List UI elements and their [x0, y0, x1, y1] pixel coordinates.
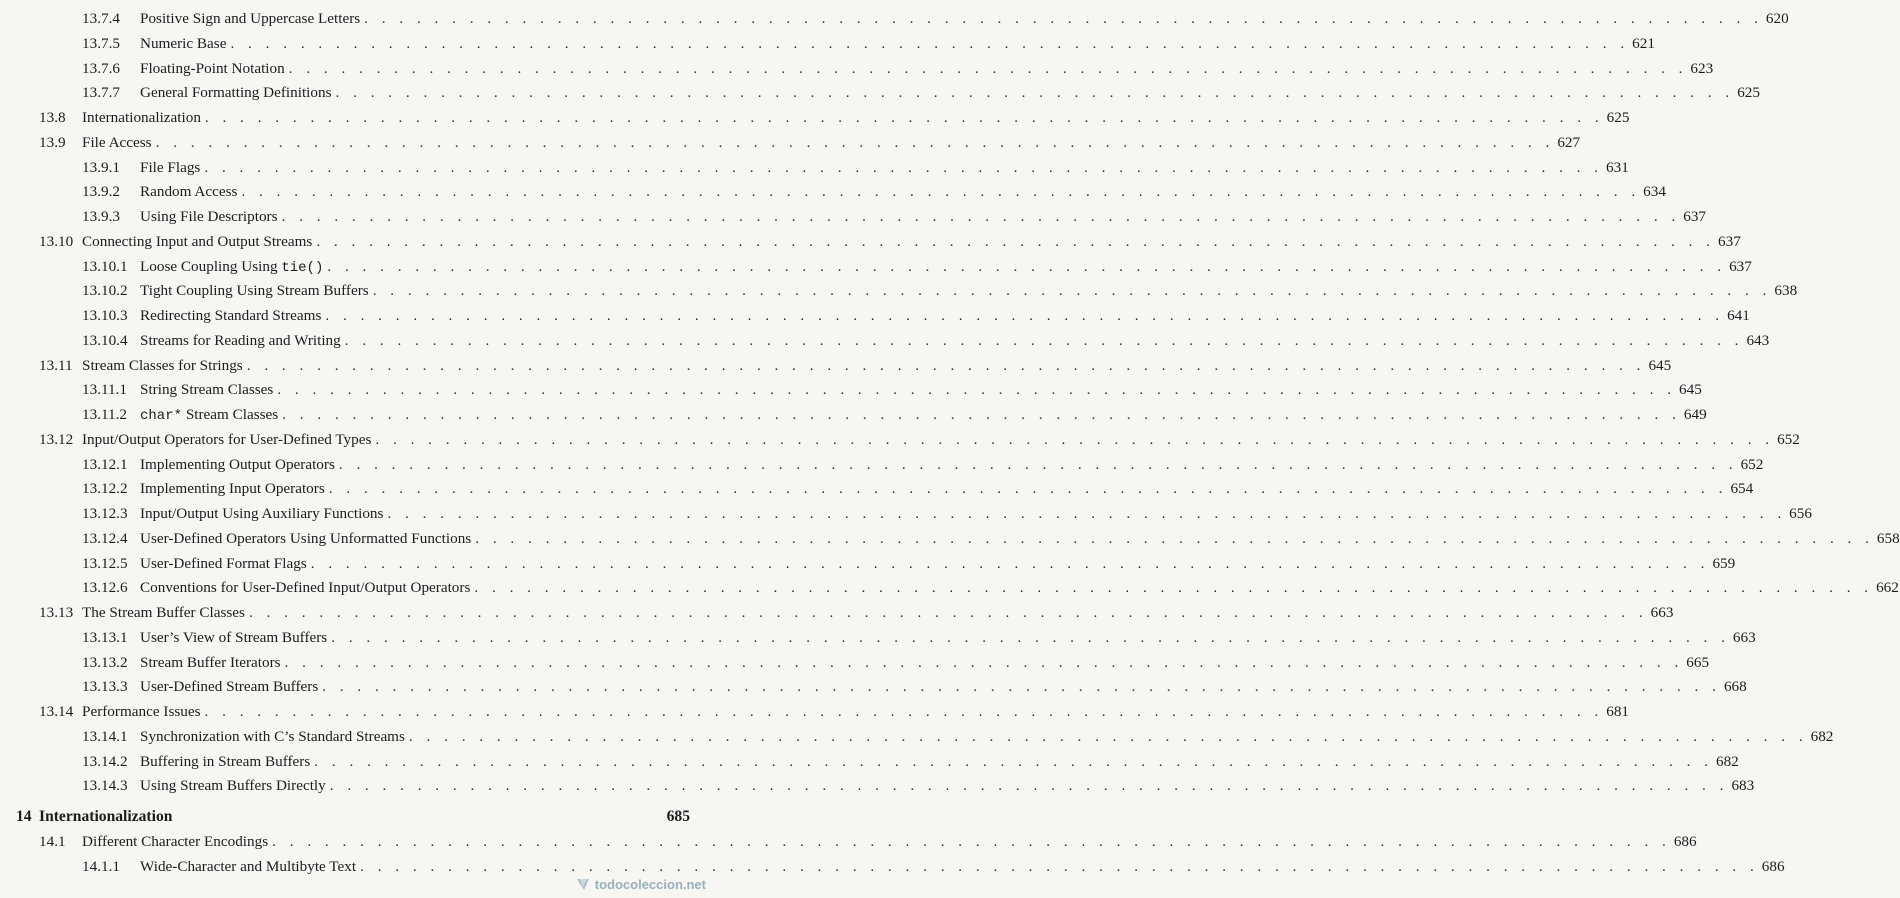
- toc-entry: [82, 33, 1655, 55]
- toc-entry-title: [82, 602, 245, 624]
- dot-leader: . . . . . . . . . . . . . . . . . . . . . . . . . . . . . . . . . . . . . . . . . . . . . . . . . . . . . . . . . . . . . . . . . . . . . . . . . . . . . . . .: [284, 653, 1684, 671]
- toc-entry-title-text: Tight Coupling Using Stream Buffers: [140, 282, 369, 300]
- toc-entry: [39, 429, 1800, 451]
- toc-entry-title-text: Wide-Character and Multibyte Text: [140, 857, 357, 875]
- toc-entry-number: 13.9: [39, 133, 66, 151]
- toc-entry-page: 631: [1606, 158, 1629, 176]
- toc-entry: [39, 231, 1741, 253]
- toc-entry-page: 656: [1789, 505, 1812, 522]
- toc-entry-title-text: Floating-Point Notation: [140, 59, 285, 77]
- toc-entry-title-text: Stream Classes: [182, 406, 279, 423]
- toc-entry: [82, 82, 1760, 104]
- toc-entry-title: [140, 82, 332, 104]
- toc-entry-page: 620: [1765, 10, 1789, 27]
- toc-entry-title-text: Positive Sign and Uppercase Letters: [140, 10, 361, 27]
- toc-entry-title: [140, 404, 278, 427]
- toc-entry: [82, 330, 1770, 352]
- toc-entry-page: 681: [1606, 703, 1629, 720]
- toc-entry-title: [140, 856, 356, 878]
- dot-leader: . . . . . . . . . . . . . . . . . . . . . . . . . . . . . . . . . . . . . . . . . . . . . . . . . . . . . . . . . . . . . . . . . . . . . . . . . . . . . . . .: [241, 183, 1641, 201]
- toc-entry: [82, 206, 1707, 228]
- todocoleccion-logo-icon: [575, 876, 591, 892]
- toc-entry-number: 13.10: [39, 232, 74, 250]
- toc-entry: [82, 478, 1754, 500]
- toc-entry: [82, 856, 1785, 878]
- dot-leader: . . . . . . . . . . . . . . . . . . . . . . . . . . . . . . . . . . . . . . . . . . . . . . . . . . . . . . . . . . . . . . . . . . . . . . . . . . . . . . . .: [475, 529, 1874, 547]
- toc-entry: [82, 503, 1812, 525]
- toc-entry: [82, 58, 1714, 80]
- dot-leader: . . . . . . . . . . . . . . . . . . . . . . . . . . . . . . . . . . . . . . . . . . . . . . . . . . . . . . . . . . . . . . . . . . . . . . . . . . . . . . . .: [375, 430, 1775, 448]
- toc-entry-page: 627: [1557, 133, 1581, 151]
- dot-leader: . . . . . . . . . . . . . . . . . . . . . . . . . . . . . . . . . . . . . . . . . . . . . . . . . . . . . . . . . . . . . . . . . . . . . . . . . . . . . . . .: [344, 331, 1744, 349]
- toc-entry-number: 13.10.4: [82, 331, 128, 349]
- dot-leader: . . . . . . . . . . . . . . . . . . . . . . . . . . . . . . . . . . . . . . . . . . . . . . . . . . . . . . . . . . . . . . . . . . . . . . . . . . . . . . . .: [335, 84, 1735, 102]
- toc-entry: [82, 181, 1666, 203]
- toc-entry-title: [140, 280, 369, 302]
- watermark-text: todocoleccion.net: [594, 876, 706, 892]
- toc-entry-page: 637: [1683, 208, 1707, 225]
- dot-leader: . . . . . . . . . . . . . . . . . . . . . . . . . . . . . . . . . . . . . . . . . . . . . . . . . . . . . . . . . . . . . . . . . . . . . . . . . . . . . . . .: [372, 282, 1772, 300]
- toc-entry: [82, 305, 1750, 327]
- toc-entry-title-text: Stream Buffer Iterators: [140, 653, 281, 671]
- toc-entry-title: [140, 726, 405, 748]
- toc-entry-number: 13.7.6: [82, 59, 120, 77]
- toc-entry-title-text: Conventions for User-Defined Input/Output Operators: [140, 579, 471, 597]
- toc-entry-title-text: User’s View of Stream Buffers: [140, 628, 328, 646]
- toc-entry-number: 14.1: [39, 832, 66, 850]
- toc-entry-title-text: Streams for Reading and Writing: [140, 331, 341, 349]
- toc-entry-title-text: File Flags: [140, 158, 201, 176]
- toc-entry: [39, 132, 1581, 154]
- toc-entry-number: 13.8: [39, 109, 66, 126]
- toc-entry-title-text: Numeric Base: [140, 34, 227, 52]
- toc-entry: [82, 652, 1710, 674]
- toc-entry-title: [140, 206, 278, 228]
- toc-entry-title-text: Different Character Encodings: [82, 832, 269, 850]
- toc-entry-page: 649: [1683, 406, 1707, 423]
- toc-entry-number: 13.13.2: [82, 653, 128, 671]
- toc-entry-page: 663: [1732, 628, 1756, 646]
- toc-entry-title: [140, 652, 281, 674]
- toc-entry-page: 682: [1810, 727, 1834, 745]
- toc-entry-title: [140, 305, 321, 327]
- toc-entry-page: 643: [1746, 331, 1770, 349]
- toc-entry-number: 13.7.7: [82, 84, 120, 102]
- toc-entry-code: tie(): [281, 259, 324, 276]
- toc-entry-title-text: String Stream Classes: [140, 381, 274, 399]
- toc-entry-title-text: Performance Issues: [82, 703, 201, 720]
- toc-entry-number: 13.13.1: [82, 628, 128, 646]
- toc-entry-number: 13.7.4: [82, 10, 120, 27]
- dot-leader: . . . . . . . . . . . . . . . . . . . . . . . . . . . . . . . . . . . . . . . . . . . . . . . . . . . . . . . . . . . . . . . . . . . . . . . . . . . . . . . .: [327, 257, 1727, 275]
- dot-leader: . . . . . . . . . . . . . . . . . . . . . . . . . . . . . . . . . . . . . . . . . . . . . . . . . . . . . . . . . . . . . . . . . . . . . . . . . . . . . . . .: [360, 857, 1759, 875]
- toc-entry-title-text: The Stream Buffer Classes: [82, 604, 245, 621]
- watermark: [575, 876, 706, 892]
- toc-entry-title-text: Random Access: [140, 183, 238, 201]
- toc-entry-title: [140, 454, 335, 476]
- toc-entry-title: [140, 528, 471, 550]
- toc-entry: [82, 553, 1736, 575]
- toc-entry-title: [140, 33, 226, 55]
- toc-entry-title: [140, 775, 326, 797]
- toc-entry-title: [82, 231, 312, 253]
- toc-entry-title: [140, 676, 318, 698]
- toc-entry-page: 621: [1632, 34, 1655, 52]
- toc-entry-number: 13.9.3: [82, 208, 120, 225]
- toc-entry-title-text: Internationalization: [39, 808, 173, 825]
- toc-entry: [39, 602, 1674, 624]
- toc-entry-page: 658: [1876, 529, 1900, 547]
- dot-leader: . . . . . . . . . . . . . . . . . . . . . . . . . . . . . . . . . . . . . . . . . . . . . . . . . . . . . . . . . . . . . . . . . . . . . . . . . . . . . . . .: [387, 505, 1787, 522]
- toc-entry-title-text: Synchronization with C’s Standard Streams: [140, 727, 405, 745]
- dot-leader: . . . . . . . . . . . . . . . . . . . . . . . . . . . . . . . . . . . . . . . . . . . . . . . . . . . . . . . . . . . . . . . . . . . . . . . . . . . . . . . .: [155, 133, 1555, 151]
- toc-entry-number: 13.14.2: [82, 752, 128, 770]
- toc-entry: [82, 627, 1756, 649]
- toc-entry-page: 685: [666, 808, 690, 825]
- dot-leader: . . . . . . . . . . . . . . . . . . . . . . . . . . . . . . . . . . . . . . . . . . . . . . . . . . . . . . . . . . . . . . . . . . . . . . . . . . . . . . . .: [277, 381, 1677, 399]
- toc-entry-number: 13.10.3: [82, 307, 128, 324]
- toc-entry-title-text: User-Defined Format Flags: [140, 554, 307, 572]
- toc-entry-number: 13.10.1: [82, 257, 128, 275]
- toc-entry: [82, 726, 1834, 748]
- toc-entry: [39, 107, 1630, 129]
- toc-entry-title-text: User-Defined Stream Buffers: [140, 678, 319, 696]
- toc-entry: [82, 676, 1747, 698]
- dot-leader: . . . . . . . . . . . . . . . . . . . . . . . . . . . . . . . . . . . . . . . . . . . . . . . . . . . . . . . . . . . . . . . . . . . . . . . . . . . . . . . .: [331, 628, 1730, 646]
- toc-entry-page: 625: [1606, 109, 1630, 126]
- dot-leader: . . . . . . . . . . . . . . . . . . . . . . . . . . . . . . . . . . . . . . . . . . . . . . . . . . . . . . . . . . . . . . . . . . . . . . . . . . . . . . . .: [474, 579, 1874, 597]
- toc-entry-title-text: Stream Classes for Strings: [82, 356, 243, 374]
- dot-leader: . . . . . . . . . . . . . . . . . . . . . . . . . . . . . . . . . . . . . . . . . . . . . . . . . . . . . . . . . . . . . . . . . . . . . . . . . . . . . . . .: [408, 727, 1808, 745]
- dot-leader: . . . . . . . . . . . . . . . . . . . . . . . . . . . . . . . . . . . . . . . . . . . . . . . . . . . . . . . . . . . . . . . . . . . . . . . . . . . . . . . .: [364, 10, 1763, 27]
- toc-entry-number: 14: [16, 808, 32, 825]
- toc-entry: [16, 806, 690, 828]
- toc-entry-title-text: Using Stream Buffers Directly: [140, 777, 326, 795]
- toc-entry: [82, 379, 1702, 401]
- toc-entry: [82, 8, 1789, 30]
- toc-entry-title: [82, 831, 268, 853]
- toc-entry-page: 625: [1737, 84, 1760, 102]
- toc-entry: [82, 528, 1900, 550]
- toc-entry-number: 13.11.2: [82, 406, 127, 423]
- toc-entry-title: [82, 355, 243, 377]
- dot-leader: . . . . . . . . . . . . . . . . . . . . . . . . . . . . . . . . . . . . . . . . . . . . . . . . . . . . . . . . . . . . . . . . . . . . . . . . . . . . . . . .: [329, 777, 1729, 795]
- toc-entry-page: 638: [1774, 282, 1798, 300]
- toc-entry-number: 13.12.5: [82, 554, 128, 572]
- toc-entry-title: [140, 577, 470, 599]
- toc-entry-number: 13.12.1: [82, 455, 128, 473]
- dot-leader: . . . . . . . . . . . . . . . . . . . . . . . . . . . . . . . . . . . . . . . . . . . . . . . . . . . . . . . . . . . . . . . . . . . . . . . . . . . . . . . .: [314, 752, 1713, 770]
- toc-entry-number: 13.11: [39, 356, 73, 374]
- toc-entry-title-text: File Access: [82, 133, 152, 151]
- toc-entry-title-text: Input/Output Operators for User-Defined Types: [82, 430, 372, 448]
- toc-entry-title-text: User-Defined Operators Using Unformatted Functions: [140, 529, 472, 547]
- toc-entry-number: 13.12.2: [82, 480, 128, 498]
- toc-entry-number: 13.14.3: [82, 777, 128, 795]
- toc-entry-page: 654: [1730, 480, 1754, 498]
- toc-entry: [39, 355, 1672, 377]
- toc-entry-number: 13.14: [39, 703, 74, 720]
- toc-entry-title: [140, 8, 360, 30]
- toc-entry-number: 13.9.2: [82, 183, 120, 201]
- toc-entry-title: [140, 553, 307, 575]
- toc-entry-page: 641: [1727, 307, 1750, 324]
- toc-entry-title-text: Loose Coupling Using: [140, 257, 282, 275]
- toc-entry-title-text: Implementing Output Operators: [140, 455, 335, 473]
- toc-entry: [82, 280, 1798, 302]
- toc-entry-title-text: Input/Output Using Auxiliary Functions: [140, 505, 384, 522]
- toc-entry-title: [140, 478, 325, 500]
- toc-entry: [39, 701, 1629, 723]
- toc-entry-page: 623: [1690, 59, 1714, 77]
- toc-entry-title: [140, 751, 310, 773]
- toc-entry-title: [140, 330, 341, 352]
- toc-entry-title-text: Implementing Input Operators: [140, 480, 325, 498]
- toc-entry-title-text: Redirecting Standard Streams: [140, 307, 322, 324]
- toc-entry: [82, 404, 1707, 426]
- dot-leader: . . . . . . . . . . . . . . . . . . . . . . . . . . . . . . . . . . . . . . . . . . . . . . . . . . . . . . . . . . . . . . . . . . . . . . . . . . . . . . . .: [204, 158, 1604, 176]
- toc-entry-number: 13.13: [39, 604, 74, 621]
- toc-entry: [82, 256, 1752, 278]
- toc-entry-title: [140, 627, 327, 649]
- dot-leader: . . . . . . . . . . . . . . . . . . . . . . . . . . . . . . . . . . . . . . . . . . . . . . . . . . . . . . . . . . . . . . . . . . . . . . . . . . . . . . . .: [325, 307, 1725, 324]
- toc-entry-title-text: Using File Descriptors: [140, 208, 278, 225]
- dot-leader: . . . . . . . . . . . . . . . . . . . . . . . . . . . . . . . . . . . . . . . . . . . . . . . . . . . . . . . . . . . . . . . . . . . . . . . . . . . . . . . .: [288, 59, 1688, 77]
- toc-entry-number: 13.7.5: [82, 34, 120, 52]
- toc-entry-page: 662: [1876, 579, 1899, 597]
- toc-entry-code: char*: [140, 408, 183, 424]
- toc-entry-title: [140, 157, 200, 179]
- toc-entry-title-text: Connecting Input and Output Streams: [82, 232, 313, 250]
- toc-entry: [82, 577, 1899, 599]
- dot-leader: . . . . . . . . . . . . . . . . . . . . . . . . . . . . . . . . . . . . . . . . . . . . . . . . . . . . . . . . . . . . . . . . . . . . . . . . . . . . . . . .: [310, 554, 1710, 572]
- toc-entry-page: 652: [1740, 455, 1764, 473]
- toc-entry-number: 13.12.3: [82, 505, 128, 522]
- toc-entry-title: [140, 503, 383, 525]
- dot-leader: . . . . . . . . . . . . . . . . . . . . . . . . . . . . . . . . . . . . . . . . . . . . . . . . . . . . . . . . . . . . . . . . . . . . . . . . . . . . . . . .: [246, 356, 1646, 374]
- toc-entry-page: 686: [1673, 832, 1697, 850]
- toc-entry-page: 665: [1686, 653, 1710, 671]
- toc-entry-number: 13.11.1: [82, 381, 127, 399]
- dot-leader: . . . . . . . . . . . . . . . . . . . . . . . . . . . . . . . . . . . . . . . . . . . . . . . . . . . . . . . . . . . . . . . . . . . . . . . . . . . . . . . .: [230, 34, 1630, 52]
- toc-entry-number: 13.12.6: [82, 579, 128, 597]
- toc-entry-page: 663: [1650, 604, 1674, 621]
- dot-leader: . . . . . . . . . . . . . . . . . . . . . . . . . . . . . . . . . . . . . . . . . . . . . . . . . . . . . . . . . . . . . . . . . . . . . . . . . . . . . . . .: [248, 604, 1648, 621]
- dot-leader: . . . . . . . . . . . . . . . . . . . . . . . . . . . . . . . . . . . . . . . . . . . . . . . . . . . . . . . . . . . . . . . . . . . . . . . . . . . . . . . .: [322, 678, 1721, 696]
- toc-entry-page: 659: [1712, 554, 1736, 572]
- toc-entry: [39, 831, 1697, 853]
- toc-entry-number: 13.9.1: [82, 158, 120, 176]
- dot-leader: . . . . . . . . . . . . . . . . . . . . . . . . . . . . . . . . . . . . . . . . . . . . . . . . . . . . . . . . . . . . . . . . . . . . . . . . . . . . . . . .: [204, 703, 1604, 720]
- toc-entry-title-text: Internationalization: [82, 109, 201, 126]
- dot-leader: . . . . . . . . . . . . . . . . . . . . . . . . . . . . . . . . . . . . . . . . . . . . . . . . . . . . . . . . . . . . . . . . . . . . . . . . . . . . . . . .: [272, 832, 1671, 850]
- toc-entry: [82, 775, 1755, 797]
- toc-entry-title-text: General Formatting Definitions: [140, 84, 332, 102]
- toc-entry-page: 686: [1761, 857, 1785, 875]
- toc-entry-page: 637: [1718, 232, 1741, 250]
- toc-entry-title: [140, 256, 323, 279]
- toc-entry: [82, 157, 1629, 179]
- toc-entry: [82, 454, 1764, 476]
- toc-entry-page: 668: [1723, 678, 1747, 696]
- toc-entry-page: 652: [1777, 430, 1800, 448]
- toc-entry-number: 13.14.1: [82, 727, 128, 745]
- dot-leader: . . . . . . . . . . . . . . . . . . . . . . . . . . . . . . . . . . . . . . . . . . . . . . . . . . . . . . . . . . . . . . . . . . . . . . . . . . . . . . . .: [281, 208, 1681, 225]
- toc-entry-title: [82, 701, 201, 723]
- toc-entry-title: [140, 181, 237, 203]
- dot-leader: . . . . . . . . . . . . . . . . . . . . . . . . . . . . . . . . . . . . . . . . . . . . . . . . . . . . . . . . . . . . . . . . . . . . . . . . . . . . . . . .: [204, 109, 1604, 126]
- toc-entry-page: 683: [1731, 777, 1755, 795]
- toc-entry-number: 13.10.2: [82, 282, 128, 300]
- dot-leader: . . . . . . . . . . . . . . . . . . . . . . . . . . . . . . . . . . . . . . . . . . . . . . . . . . . . . . . . . . . . . . . . . . . . . . . . . . . . . . . .: [338, 455, 1738, 473]
- toc-entry: [82, 751, 1739, 773]
- toc-entry-page: 645: [1648, 356, 1672, 374]
- toc-entry-title: [82, 107, 201, 129]
- toc-entry-number: 13.13.3: [82, 678, 128, 696]
- toc-entry-title: [39, 806, 172, 828]
- toc-entry-number: 13.12: [39, 430, 74, 448]
- dot-leader: . . . . . . . . . . . . . . . . . . . . . . . . . . . . . . . . . . . . . . . . . . . . . . . . . . . . . . . . . . . . . . . . . . . . . . . . . . . . . . . .: [282, 406, 1681, 423]
- toc-entry-title: [140, 58, 285, 80]
- toc-entry-title: [82, 132, 152, 154]
- dot-leader: . . . . . . . . . . . . . . . . . . . . . . . . . . . . . . . . . . . . . . . . . . . . . . . . . . . . . . . . . . . . . . . . . . . . . . . . . . . . . . . .: [328, 480, 1728, 498]
- toc-entry-page: 637: [1729, 257, 1752, 275]
- toc-entry-page: 682: [1715, 752, 1739, 770]
- toc-entry-page: 634: [1643, 183, 1666, 201]
- dot-leader: . . . . . . . . . . . . . . . . . . . . . . . . . . . . . . . . . . . . . . . . . . . . . . . . . . . . . . . . . . . . . . . . . . . . . . . . . . . . . . . .: [316, 232, 1716, 250]
- toc-entry-title-text: Buffering in Stream Buffers: [140, 752, 311, 770]
- toc-entry-page: 645: [1679, 381, 1702, 399]
- toc-entry-title: [140, 379, 273, 401]
- toc-entry-number: 13.12.4: [82, 529, 128, 547]
- toc-entry-number: 14.1.1: [82, 857, 120, 875]
- toc-entry-title: [82, 429, 371, 451]
